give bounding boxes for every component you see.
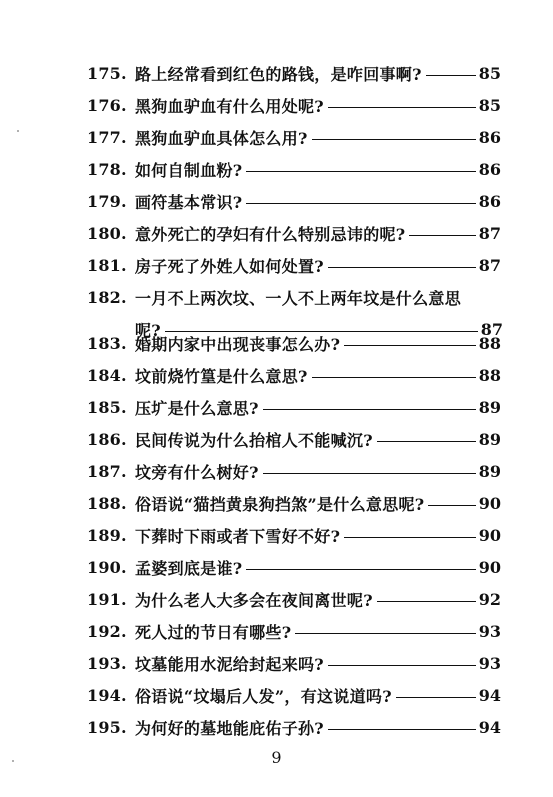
leader-line [377,441,476,442]
leader-line [426,75,476,76]
scan-speck [17,130,19,132]
entry-page: 90 [478,493,501,513]
entry-number: 184. [87,365,127,385]
entry-page: 90 [478,525,501,545]
entry-title: 俗语说“猫挡黄泉狗挡煞”是什么意思呢? [135,494,425,514]
entry-page: 94 [478,717,501,737]
entry-page: 92 [478,589,501,609]
entry-title: 意外死亡的孕妇有什么特别忌讳的呢? [135,224,406,244]
entry-number: 185. [87,397,127,417]
entry-number: 194. [87,685,127,705]
leader-line [328,729,476,730]
entry-title: 坟旁有什么树好? [135,462,259,482]
entry-title: 俗语说“坟塌后人发”，有这说道吗? [135,686,392,706]
entry-number: 180. [87,223,127,243]
leader-line [377,601,476,602]
leader-line [409,235,475,236]
entry-number: 187. [87,461,127,481]
entry-page: 89 [478,461,501,481]
entry-title: 民间传说为什么抬棺人不能喊沉? [135,430,373,450]
leader-line [263,409,476,410]
toc-entry-191 [0,583,553,615]
toc-entry-188 [0,487,553,519]
toc-entry-185 [0,391,553,423]
entry-number: 190. [87,557,127,577]
entry-page: 86 [478,127,501,147]
leader-line [328,267,476,268]
entry-page: 86 [478,159,501,179]
entry-page: 89 [478,429,501,449]
toc-entry-189 [0,519,553,551]
entry-page: 86 [478,191,501,211]
leader-line [295,633,475,634]
toc-entry-194 [0,679,553,711]
entry-number: 195. [87,717,127,737]
toc-entry-179 [0,185,553,217]
entry-title: 一月不上两次坟、一人不上两年坟是什么意思 [135,288,462,308]
entry-page: 89 [478,397,501,417]
toc-entry-178 [0,153,553,185]
leader-line [312,377,476,378]
leader-line [344,345,475,346]
leader-line [396,697,476,698]
leader-line [312,139,476,140]
leader-line [246,569,475,570]
entry-page: 87 [478,255,501,275]
entry-title: 坟前烧竹篁是什么意思? [135,366,308,386]
entry-title: 画符基本常识? [135,192,243,212]
entry-page: 87 [480,319,503,339]
toc-entry-190 [0,551,553,583]
entry-page: 87 [478,223,501,243]
toc-entry-177 [0,121,553,153]
entry-title: 路上经常看到红色的路钱，是咋回事啊? [135,64,422,84]
entry-number: 177. [87,127,127,147]
entry-title: 婚期内家中出现丧事怎么办? [135,334,341,354]
entry-page: 94 [478,685,501,705]
entry-number: 191. [87,589,127,609]
entry-number: 176. [87,95,127,115]
entry-page: 93 [478,653,501,673]
entry-title: 如何自制血粉? [135,160,243,180]
entry-title: 黑狗血驴血有什么用处呢? [135,96,324,116]
entry-title-continuation: 呢? [135,320,161,340]
entry-page: 93 [478,621,501,641]
toc-entry-192 [0,615,553,647]
entry-number: 186. [87,429,127,449]
toc-entry-183 [0,327,553,359]
toc-entry-195 [0,711,553,743]
entry-number: 192. [87,621,127,641]
toc-entry-184 [0,359,553,391]
leader-line [328,107,476,108]
entry-number: 182. [87,287,127,307]
entry-title: 下葬时下雨或者下雪好不好? [135,526,341,546]
toc-entry-176 [0,89,553,121]
entry-title: 压圹是什么意思? [135,398,259,418]
toc-entry-181 [0,249,553,281]
entry-page: 85 [478,95,501,115]
page-number: 9 [271,748,282,767]
toc-entry-187 [0,455,553,487]
entry-page: 88 [478,365,501,385]
entry-title: 坟墓能用水泥给封起来吗? [135,654,324,674]
entry-number: 193. [87,653,127,673]
entry-number: 189. [87,525,127,545]
toc-entry-175 [0,57,553,89]
leader-line [428,505,475,506]
entry-title: 黑狗血驴血具体怎么用? [135,128,308,148]
entry-number: 178. [87,159,127,179]
leader-line [263,473,476,474]
toc-entry-180 [0,217,553,249]
entry-page: 90 [478,557,501,577]
scan-speck [12,760,14,762]
leader-line [328,665,476,666]
leader-line [344,537,475,538]
leader-line [246,171,475,172]
entry-number: 179. [87,191,127,211]
entry-title: 为何好的墓地能庇佑子孙? [135,718,324,738]
toc-entry-186 [0,423,553,455]
entry-page: 88 [478,333,501,353]
entry-title: 房子死了外姓人如何处置? [135,256,324,276]
toc-entry-193 [0,647,553,679]
entry-title: 死人过的节日有哪些? [135,622,292,642]
entry-number: 188. [87,493,127,513]
leader-line [246,203,475,204]
entry-title: 孟婆到底是谁? [135,558,243,578]
entry-number: 183. [87,333,127,353]
entry-number: 181. [87,255,127,275]
entry-page: 85 [478,63,501,83]
entry-number: 175. [87,63,127,83]
entry-title: 为什么老人大多会在夜间离世呢? [135,590,373,610]
